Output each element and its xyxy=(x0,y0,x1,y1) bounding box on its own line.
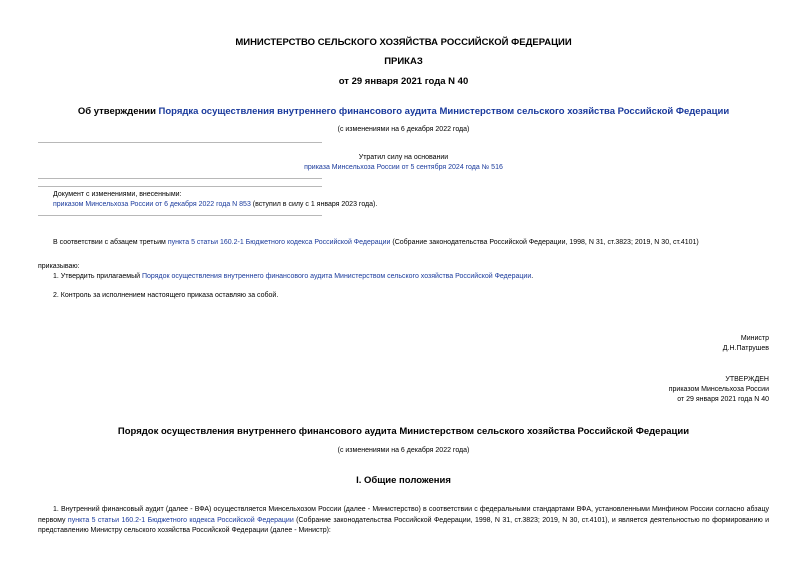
preamble-suffix: (Собрание законодательства Российской Федерации, 1998, N 31, ст.3823; 2019, N 30, ст.4101) xyxy=(390,239,699,246)
changes-note: (с изменениями на 6 декабря 2022 года) xyxy=(337,126,470,133)
approval-stamp: УТВЕРЖДЕН xyxy=(725,376,769,383)
annex-p1-prefix: 1. Внутренний финансовый аудит (далее - ВФА) осуществляется Минсельхозом России (далее - Министерство) в соответствии с федеральными стандартами ВФА, установленными Минфином России согласно абзацу первому xyxy=(38,506,769,524)
approval-order: приказом Минсельхоза России xyxy=(668,386,769,393)
amending-order-link[interactable]: приказом Минсельхоза России от 6 декабря 2022 года N 853 xyxy=(53,201,251,208)
repeal-notice: Утратил силу на основании xyxy=(358,154,449,161)
order-word: приказываю: xyxy=(38,263,80,270)
order-item-1 xyxy=(53,273,773,280)
signature-position: Министр xyxy=(740,335,769,342)
item1-prefix: 1. Утвердить прилагаемый xyxy=(53,273,142,280)
document-title-prefix: Об утверждении xyxy=(77,106,159,117)
ministry-heading: МИНИСТЕРСТВО СЕЛЬСКОГО ХОЗЯЙСТВА РОССИЙСКОЙ ФЕДЕРАЦИИ xyxy=(235,37,572,48)
preamble-prefix: В соответствии с абзацем третьим xyxy=(53,239,168,246)
annex-paragraph-1 xyxy=(38,505,769,537)
changes-box-entry xyxy=(53,201,377,208)
document-title xyxy=(0,106,807,117)
annex-budget-code-link[interactable]: пункта 5 статьи 160.2-1 Бюджетного кодекса Российской Федерации xyxy=(67,516,294,524)
signature-name: Д.Н.Патрушев xyxy=(722,345,769,352)
annex-changes-note: (с изменениями на 6 декабря 2022 года) xyxy=(337,447,470,454)
approval-date: от 29 января 2021 года N 40 xyxy=(677,396,769,403)
divider xyxy=(38,215,322,216)
section-heading: I. Общие положения xyxy=(356,475,451,486)
divider xyxy=(38,186,322,187)
divider xyxy=(38,178,322,179)
budget-code-link[interactable]: пункта 5 статьи 160.2-1 Бюджетного кодекса Российской Федерации xyxy=(167,239,391,246)
procedure-link[interactable]: Порядок осуществления внутреннего финансового аудита Министерством сельского хозяйства Российской Федерации xyxy=(141,273,532,280)
repeal-order-link[interactable]: приказа Минсельхоза России от 5 сентября 2024 года № 516 xyxy=(304,164,503,171)
annex-p1-suffix: (Собрание законодательства Российской Федерации, 1998, N 31, ст.3823; 2019, N 30, ст.4101), и является деятельностью по формированию и представлению Министру сельского хозяйства Российской Федерации (далее - Министр): xyxy=(38,516,770,534)
amending-order-suffix: (вступил в силу с 1 января 2023 года). xyxy=(250,201,378,208)
preamble-paragraph xyxy=(53,239,773,246)
document-date-number: от 29 января 2021 года N 40 xyxy=(338,76,469,87)
divider xyxy=(38,142,322,143)
order-item-2: 2. Контроль за исполнением настоящего приказа оставляю за собой. xyxy=(53,292,279,299)
changes-box-title: Документ с изменениями, внесенными: xyxy=(53,191,182,198)
document-title-link[interactable]: Порядка осуществления внутреннего финансового аудита Министерством сельского хозяйства Российской Федерации xyxy=(158,106,730,117)
annex-title: Порядок осуществления внутреннего финансового аудита Министерством сельского хозяйства Российской Федерации xyxy=(117,426,690,437)
item1-suffix: . xyxy=(531,273,534,280)
document-type: ПРИКАЗ xyxy=(384,56,423,67)
